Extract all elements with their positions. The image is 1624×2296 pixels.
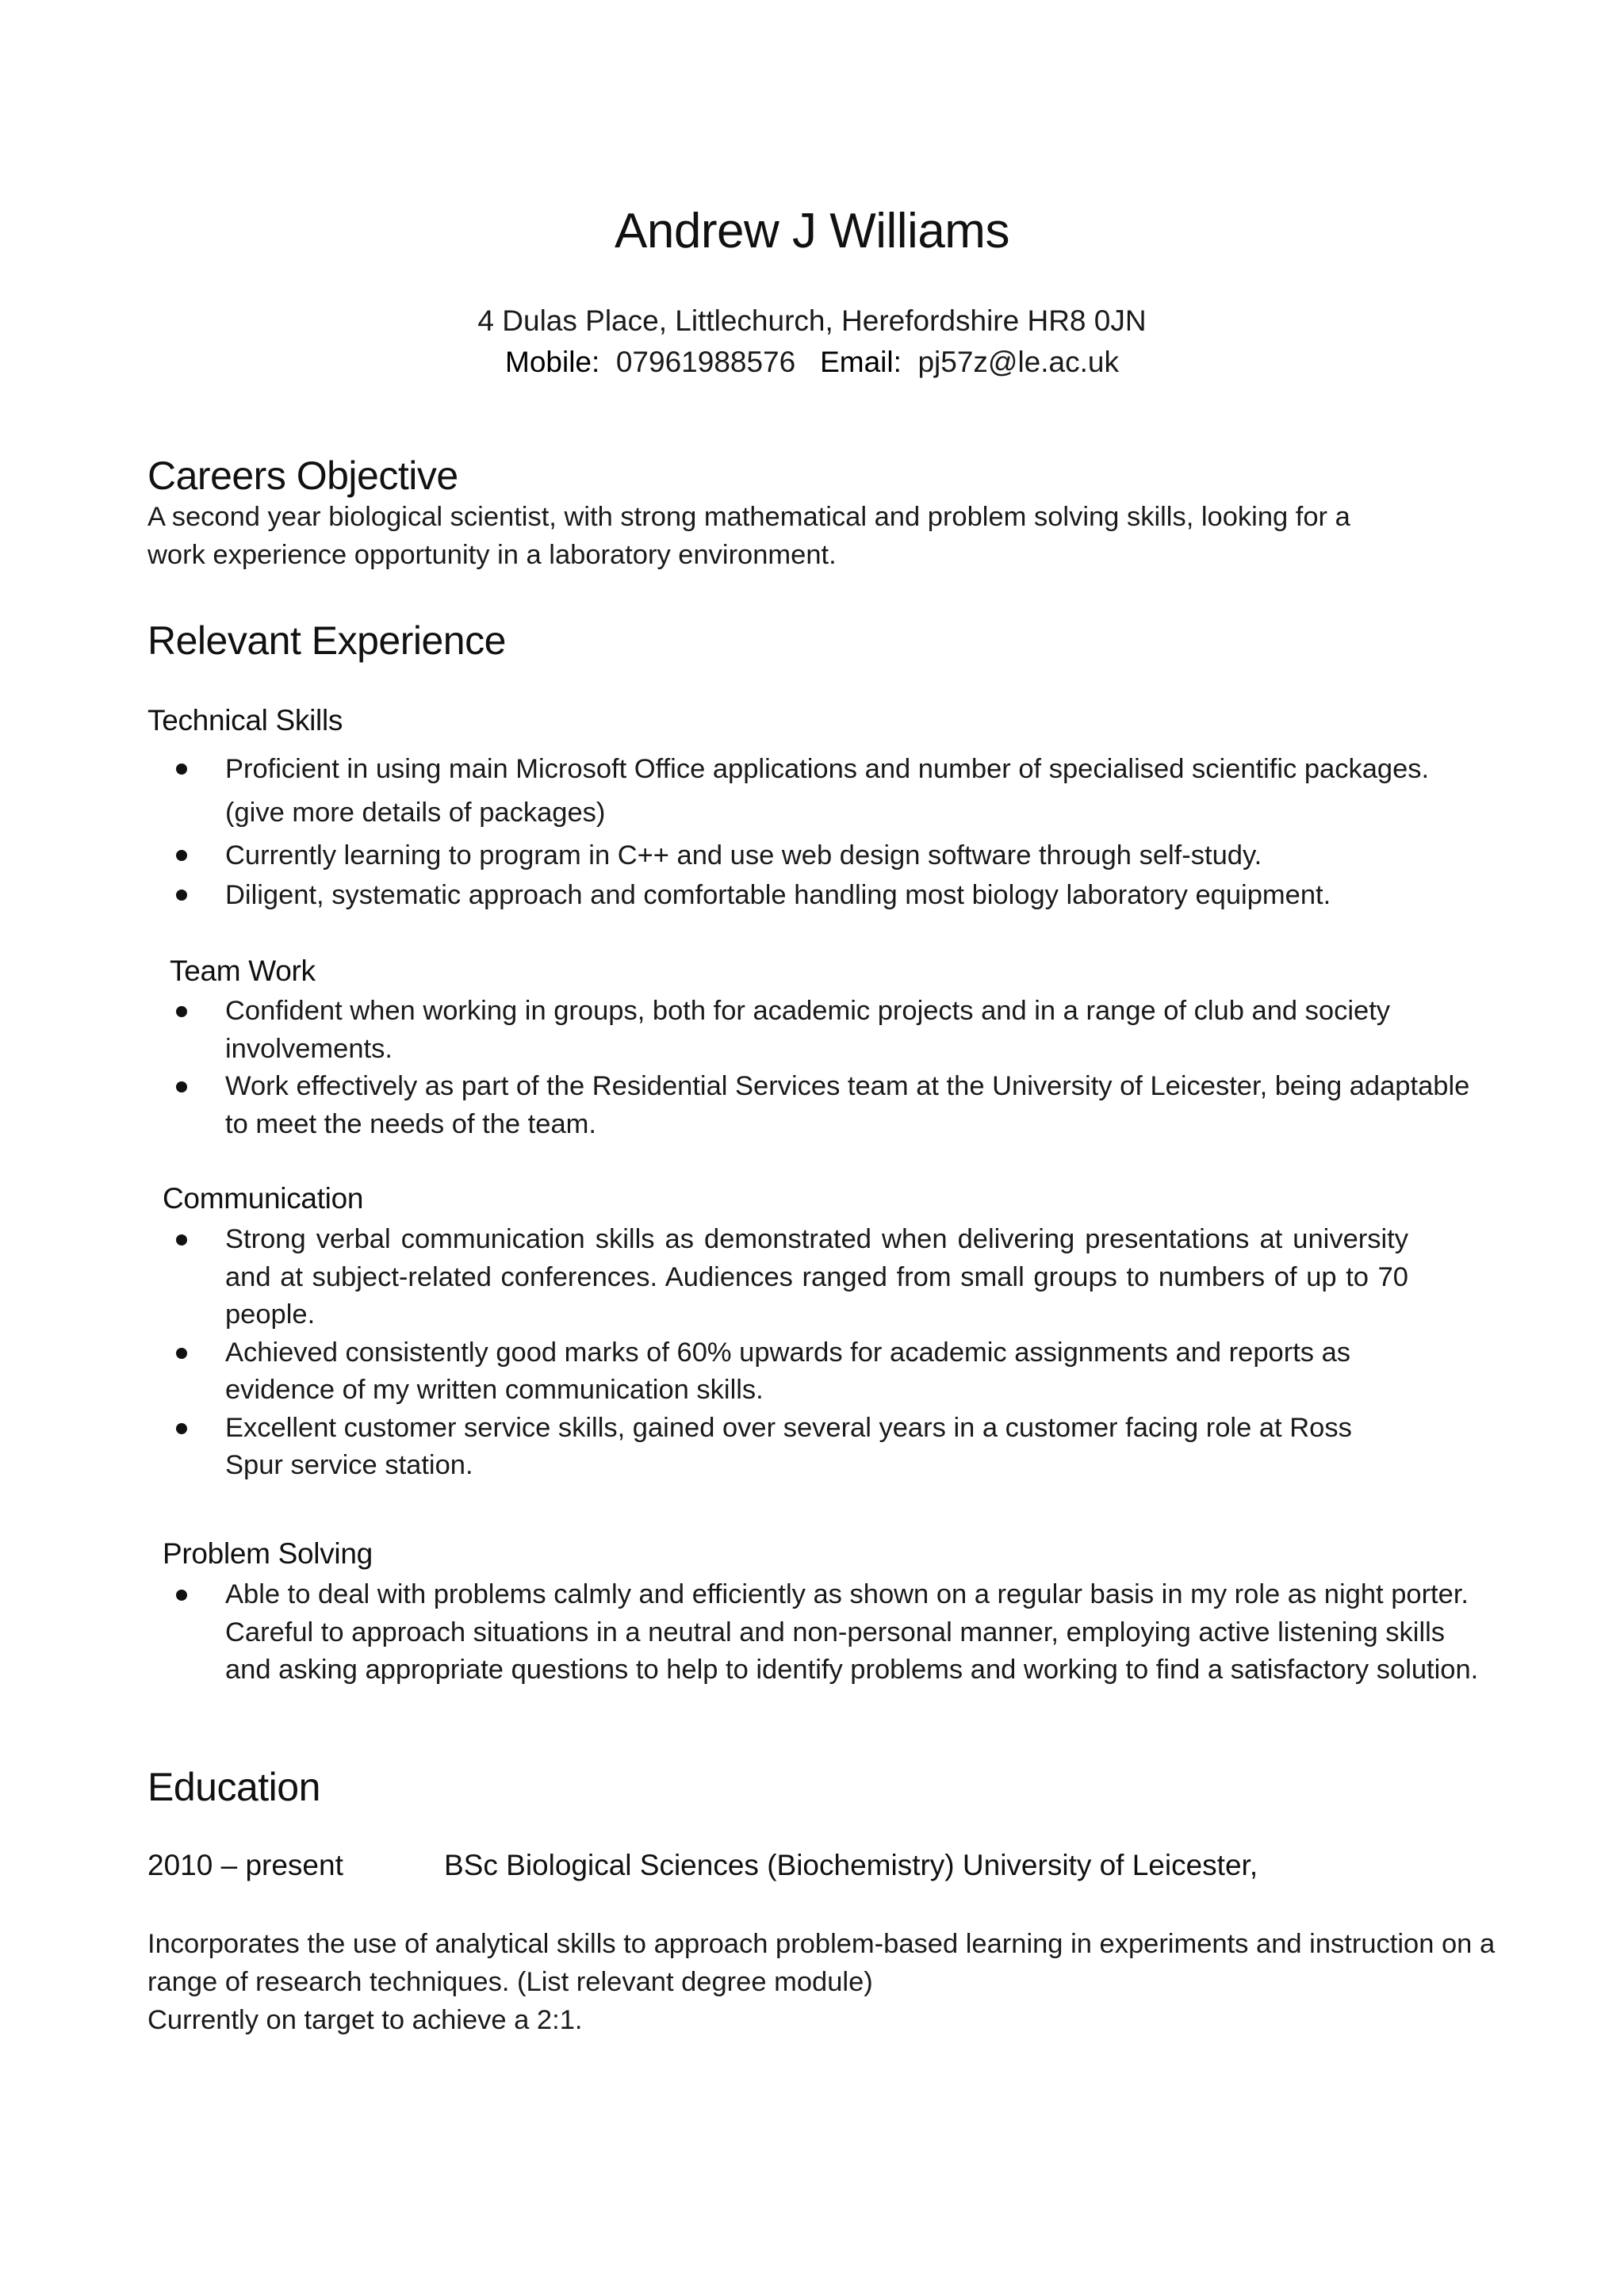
list-item-text: Currently learning to program in C++ and use web design software through self-study. [225,840,1262,871]
list-item-text: Proficient in using main Microsoft Office applications and number of specialised scientific packages. (give more details of packages) [225,754,1430,828]
list-item-text: Achieved consistently good marks of 60% upwards for academic assignments and reports as evidence of my written communication skills. [225,1337,1351,1405]
problem-solving-list [147,1576,1496,1689]
list-item [147,993,1488,1068]
technical-skills-heading: Technical Skills [147,704,343,737]
education-years: 2010 – present [147,1849,343,1881]
education-degree: BSc Biological Sciences (Biochemistry) University of Leicester, [444,1849,1258,1881]
bullet-icon [176,1081,187,1093]
mobile-label: Mobile: [505,346,600,378]
list-item-text: Excellent customer service skills, gained over several years in a customer facing role at Ross Spur service station. [225,1412,1352,1480]
objective-text: A second year biological scientist, with strong mathematical and problem solving skills, looking for a work experience opportunity in a laboratory environment. [147,502,1350,570]
team-work-heading: Team Work [170,955,316,987]
list-item [147,876,1496,914]
technical-skills-list [147,748,1496,914]
list-item-text: Able to deal with problems calmly and efficiently as shown on a regular basis in my role as night porter. Careful to approach situations in a neutral and non-personal manner, employing active listening skills and asking appropriate questions to help to identify problems and working to find a satisfactory solution. [225,1579,1479,1685]
team-work-list [147,993,1488,1143]
list-item [147,1410,1408,1485]
address: 4 Dulas Place, Littlechurch, Herefordshire HR8 0JN [477,304,1147,337]
bullet-icon [176,890,187,901]
email-label: Email: [820,346,902,378]
list-item [147,1334,1408,1410]
list-item-text: Confident when working in groups, both for academic projects and in a range of club and society involvements. [225,996,1391,1064]
bullet-icon [176,1348,187,1359]
list-item-text: Strong verbal communication skills as demonstrated when delivering presentations at university and at subject-related conferences. Audiences ranged from small groups to numbers of up to 70 people. [225,1224,1408,1330]
experience-heading: Relevant Experience [147,618,506,663]
communication-list [147,1221,1408,1485]
mobile-number: 07961988576 [615,346,796,378]
contact-line [0,341,1624,384]
list-item [147,748,1496,835]
list-item [147,1221,1408,1334]
education-note: Currently on target to achieve a 2:1. [147,2005,583,2035]
bullet-icon [176,1006,187,1017]
bullet-icon [176,850,187,861]
bullet-icon [176,1423,187,1434]
list-item-text: Work effectively as part of the Residential Services team at the University of Leicester, being adaptable to meet the needs of the team. [225,1071,1470,1139]
bullet-icon [176,763,187,775]
email-address[interactable]: pj57z@le.ac.uk [917,346,1119,378]
bullet-icon [176,1590,187,1601]
list-item [147,1576,1496,1689]
objective-heading: Careers Objective [147,453,458,498]
education-heading: Education [147,1765,320,1809]
list-item [147,1068,1488,1143]
list-item [147,835,1496,876]
bullet-icon [176,1234,187,1246]
communication-heading: Communication [163,1182,364,1215]
candidate-name: Andrew J Williams [615,204,1009,258]
list-item-text: Diligent, systematic approach and comfortable handling most biology laboratory equipment. [225,880,1331,910]
problem-solving-heading: Problem Solving [163,1537,373,1570]
education-description: Incorporates the use of analytical skills to approach problem-based learning in experiments and instruction on a range of research techniques. (List relevant degree module) [147,1929,1496,1997]
